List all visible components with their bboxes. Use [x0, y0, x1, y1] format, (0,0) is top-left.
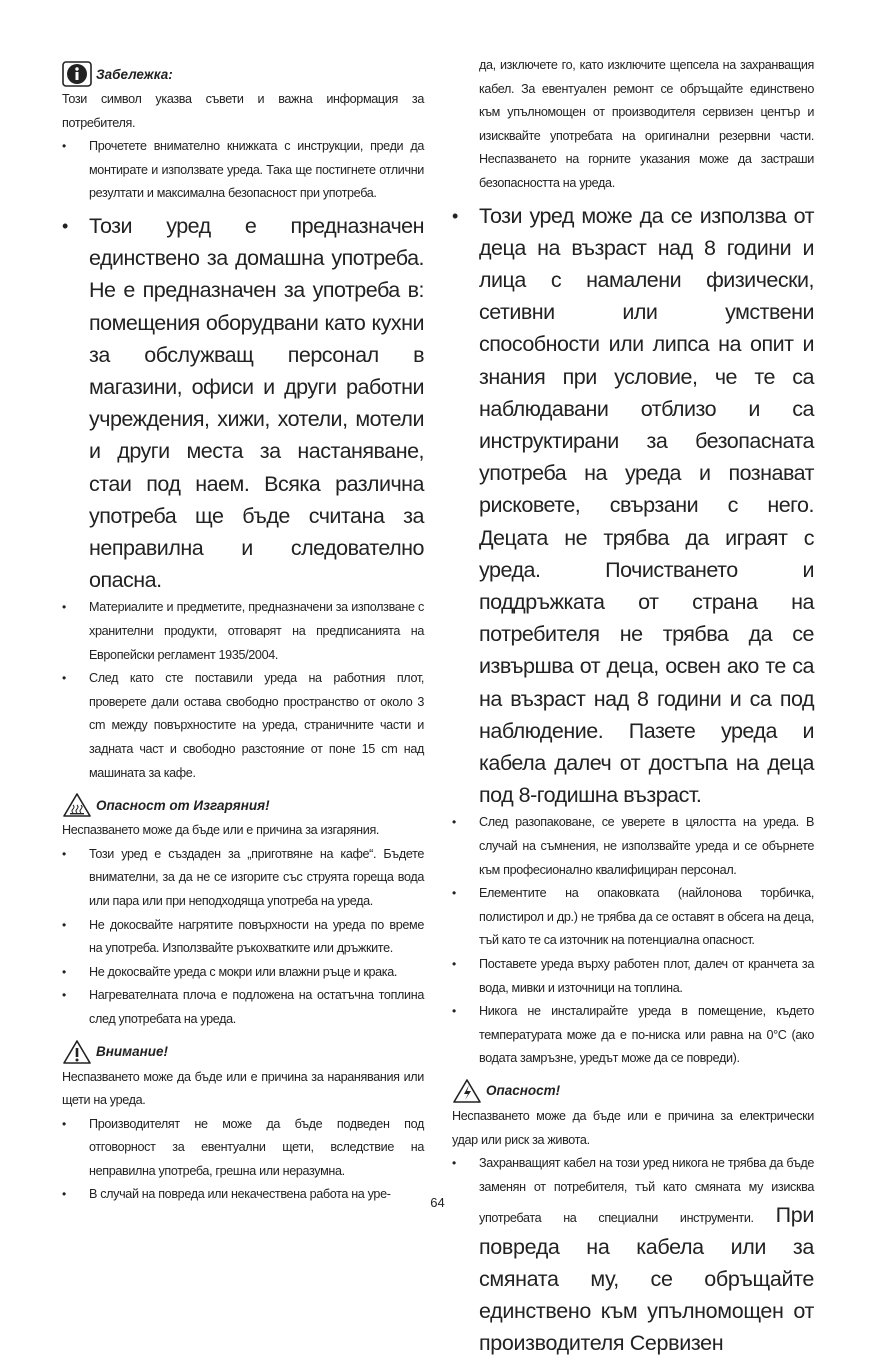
note-text: Този символ указва съвети и важна информация за потребителя. — [62, 92, 424, 130]
warning-text: Неспазването може да бъде или е причина за наранявания или щети на уреда. — [62, 1069, 424, 1108]
warning-heading: Внимание! — [62, 1038, 424, 1066]
warning-icon — [62, 1039, 92, 1065]
left-column — [62, 54, 424, 1207]
cable-bullet-big: При повреда на кабела или за смяната му, се обръщайте единствено към упълномощен от производителя Сервизен — [479, 1203, 814, 1356]
list-item: • След разопаковане, се уверете в цялостта на уреда. В случай на съмнения, не използвайте уреда и се обърнете към професионално квалифициран персонал. — [452, 811, 814, 882]
children-use-bullet: • Този уред може да се използва от деца на възраст над 8 години и лица с намалени физически, сетивни или умствени способности или липса на опит и знания при условие, че те са наблюдавани отблизо и са инструктирани за безопасната употреба на уреда и познават рисковете, свързани с него. Децата не трябва да играят с уреда. Почистването и поддръжката от страна на потребителя не трябва да се извършва от деца, освен ако те са на възраст над 8 години и са под наблюдение. Пазете уреда и кабела далеч от достъпа на деца под 8-годишна възраст. — [452, 200, 814, 812]
list-item: • Производителят не може да бъде подведен под отговорност за евентуални щети, вследствие на неправилна употреба, грешна или неразумна. — [62, 1113, 424, 1184]
list-item: • След като сте поставили уреда на работния плот, проверете дали остава свободно пространство от около 3 cm между повърхностите на уреда, страничните части и задната част и свободно разстояние от поне 15 cm над машината за кафе. — [62, 667, 424, 785]
cable-bullet — [452, 1152, 814, 1359]
list-item: • Нагревателната плоча е подложена на остатъчна топлина след употребата на уреда. — [62, 984, 424, 1031]
cable-bullet-small: Захранващият кабел на този уред никога не трябва да бъде заменян от потребителя, тъй като смяната му изисква употребата на специални инструменти. — [479, 1156, 814, 1226]
hot-surface-icon — [62, 792, 92, 818]
danger-text: Неспазването може да бъде или е причина за електрически удар или риск за живота. — [452, 1108, 814, 1147]
list-item: • Не докосвайте нагрятите повърхности на уреда по време на употреба. Използвайте ръкохватките или дръжките. — [62, 914, 424, 961]
danger-heading: Опасност! — [452, 1077, 814, 1105]
info-icon — [62, 61, 92, 87]
burn-heading: Опасност от Изгаряния! — [62, 791, 424, 819]
list-item: • Не докосвайте уреда с мокри или влажни ръце и крака. — [62, 961, 424, 985]
list-item: • В случай на повреда или некачествена работа на уре- — [62, 1183, 424, 1207]
right-column — [452, 54, 814, 1359]
domestic-use-bullet: • Този уред е предназначен единствено за домашна употреба. Не е предназначен за употреба в: помещения оборудвани като кухни за обслужващ персонал в магазини, офиси и други работни учреждения, хижи, хотели, мотели и други места за настаняване, стаи под наем. Всяка различна употреба ще бъде считана за неправилна и следователно опасна. — [62, 210, 424, 596]
list-item: • Елементите на опаковката (найлонова торбичка, полистирол и др.) не трябва да се оставят в обсега на деца, тъй като те са източник на потенциална опасност. — [452, 882, 814, 953]
list-item: • Този уред е създаден за „приготвяне на кафе“. Бъдете внимателни, за да не се изгорите със струята гореща вода или пара или при неподходяща употреба на уреда. — [62, 843, 424, 914]
note-heading: Забележка: — [62, 60, 424, 88]
burn-text: Неспазването може да бъде или е причина за изгаряния. — [62, 823, 380, 838]
page-number: 64 — [430, 1195, 445, 1210]
list-item: • Материалите и предметите, предназначени за използване с хранителни продукти, отговарят на предписанията на Европейски регламент 1935/2004. — [62, 596, 424, 667]
continuation-text: да, изключете го, като изключите щепсела на захранващия кабел. За евентуален ремонт се обръщайте единствено към упълномощен от производителя сервизен център и изисквайте употребата на оригинални резервни части. Неспазването на горните указания може да застраши безопасността на уреда. — [479, 58, 814, 190]
list-item: • Никога не инсталирайте уреда в помещение, където температурата може да е по-ниска или равна на 0°C (ако водата замръзне, уредът може да се повреди). — [452, 1000, 814, 1071]
note-bullet: • Прочетете внимателно книжката с инструкции, преди да монтирате и използвате уреда. Така ще постигнете отлични резултати и максимална безопасност при употреба. — [62, 135, 424, 206]
list-item: • Поставете уреда върху работен плот, далеч от кранчета за вода, мивки и източници на топлина. — [452, 953, 814, 1000]
electric-shock-icon — [452, 1078, 482, 1104]
